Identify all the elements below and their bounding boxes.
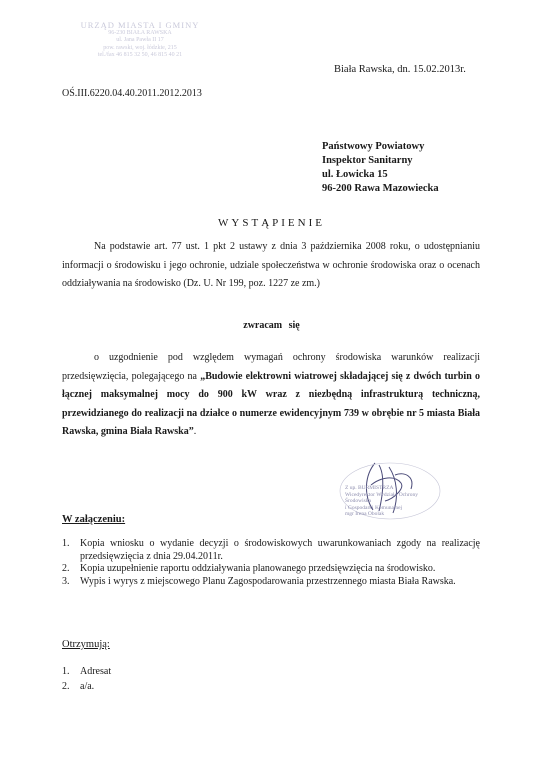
attachments-list	[62, 538, 480, 588]
list-item	[62, 576, 480, 589]
document-title: WYSTĄPIENIE	[218, 217, 325, 229]
legal-basis-paragraph: Na podstawie art. 77 ust. 1 pkt 2 ustawy z dnia 3 października 2008 roku, o udostępnianiu informacji o środowisku i jego ochronie, udziale społeczeństwa w ochronie środowiska oraz o ocenach oddziaływania na środowisko (Dz. U. Nr 199, poz. 1227 ze zm.)	[62, 241, 480, 289]
item-number: 2.	[62, 681, 70, 692]
addressee-line: Państwowy Powiatowy	[322, 141, 425, 152]
request-phrase: zwracam się	[243, 320, 300, 331]
item-text: a/a.	[80, 681, 95, 692]
request-intro: o uzgodnienie pod względem wymagań ochrony środowiska warunków realizacji przedsięwzięcia, polegającego na	[62, 352, 480, 382]
stamp-line: ul. Jana Pawła II 17	[116, 37, 164, 43]
addressee-line: 96-200 Rawa Mazowiecka	[322, 183, 439, 194]
list-item	[62, 664, 480, 679]
item-text: Wypis i wyrys z miejscowego Planu Zagospodarowania przestrzennego miasta Biała Rawska.	[80, 575, 456, 587]
stamp-line: URZĄD MIASTA I GMINY	[80, 20, 200, 30]
item-number: 1.	[62, 538, 70, 549]
place-date: Biała Rawska, dn. 15.02.2013r.	[334, 64, 466, 75]
list-item	[62, 538, 480, 563]
addressee-line: ul. Łowicka 15	[322, 169, 388, 180]
signature-stamp-line: i Gospodarki Komunalnej	[345, 504, 403, 511]
request-paragraph	[62, 349, 480, 442]
stamp-line: 96-230 BIAŁA RAWSKA	[108, 29, 172, 36]
attachments-heading: W załączeniu:	[62, 514, 126, 525]
item-number: 2.	[62, 563, 70, 574]
project-name: „Budowie elektrowni wiatrowej składającej się z dwóch turbin o łącznej maksymalnej mocy do 900 kW wraz z niezbędną infrastrukturą techniczną, przewidzianego do realizacji na działce o numerze ewidencyjnym 739 w obrębie nr 5 miasta Biała Rawska, gmina Biała Rawska”	[62, 370, 480, 437]
list-item	[62, 563, 480, 576]
signature-stamp-line: Wicedyrektor Wydziału Ochrony Środowiska	[345, 491, 418, 504]
recipients-heading: Otrzymują:	[62, 639, 110, 650]
item-number: 1.	[62, 666, 70, 677]
reference-number: OŚ.III.6220.04.40.2011.2012.2013	[62, 88, 202, 99]
list-item	[62, 679, 480, 694]
signature-stamp-line: mgr Irena Obolak	[345, 511, 385, 517]
addressee-block	[322, 140, 439, 196]
request-end: .	[193, 426, 197, 437]
stamp-line: tel./fax 46 815 32 50, 46 815 40 21	[97, 52, 183, 58]
recipients-list	[62, 664, 480, 694]
stamp-line: pow. rawski, woj. łódzkie, 215	[103, 44, 177, 51]
signature-stamp-line: Z up. BURMISTRZA	[345, 485, 394, 491]
office-stamp	[70, 22, 210, 60]
addressee-line: Inspektor Sanitarny	[322, 155, 413, 166]
item-text: Adresat	[80, 666, 112, 677]
signature-stamp	[335, 455, 445, 523]
item-number: 3.	[62, 575, 70, 587]
item-text: Kopia wniosku o wydanie decyzji o środowiskowych uwarunkowaniach zgody na realizację przedsięwzięcia z dnia 29.04.2011r.	[80, 538, 480, 562]
item-text: Kopia uzupełnienie raportu oddziaływania planowanego przedsięwzięcia na środowisko.	[80, 563, 436, 574]
